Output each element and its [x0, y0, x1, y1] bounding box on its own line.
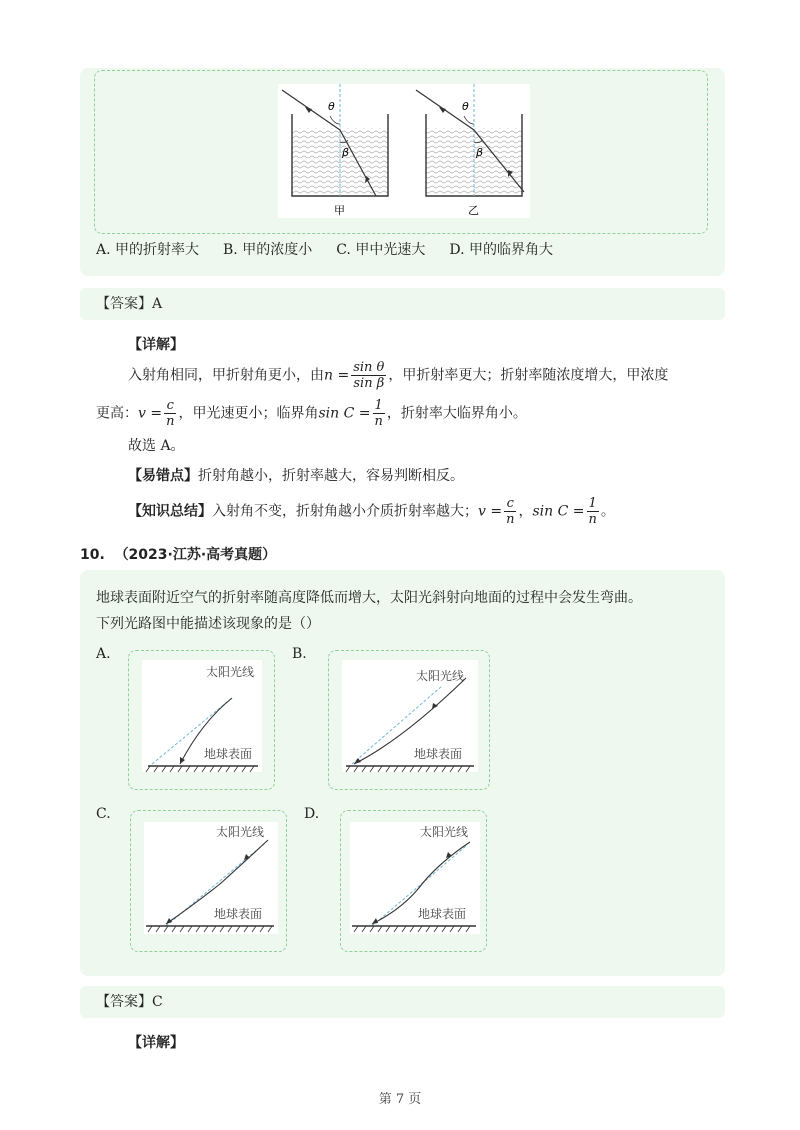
answer-10-box: [80, 986, 725, 1018]
option-a-label: A.: [96, 646, 111, 662]
choice-b: B. 甲的浓度小: [223, 242, 313, 258]
summary-formula-v: v =: [478, 503, 503, 520]
summary-end: 。: [600, 503, 615, 520]
detail-9-line2-text-a: 更高：: [96, 405, 138, 422]
option-a-figure: [142, 660, 262, 772]
option-c-figure: [144, 822, 278, 934]
question-10-stem-line1: 地球表面附近空气的折射率随高度降低而增大，太阳光斜射向地面的过程中会发生弯曲。: [96, 590, 642, 606]
option-a-ground-label: 地球表面: [204, 747, 253, 761]
beta-symbol-jia: β: [342, 146, 350, 159]
option-c-label: C.: [96, 806, 111, 822]
question-9-choices: [96, 240, 577, 260]
option-d-ground-label: 地球表面: [418, 907, 467, 921]
detail-9-label: 【详解】: [128, 337, 184, 353]
choice-c: C. 甲中光速大: [336, 242, 426, 258]
option-b-svg: [342, 660, 478, 772]
fraction-1: 1: [373, 398, 385, 414]
refraction-figure-svg: [278, 84, 530, 218]
question-10-heading: [80, 545, 276, 565]
detail-9-line1: [128, 360, 668, 391]
question-number: 10.: [80, 547, 105, 563]
beta-symbol-yi: β: [476, 146, 484, 159]
summary-fraction-n-2: n: [588, 512, 597, 527]
summary-separator: ，: [518, 503, 533, 520]
choice-d: D. 甲的临界角大: [449, 242, 553, 258]
answer-10-label: 【答案】C: [96, 994, 163, 1010]
option-d-label: D.: [304, 806, 320, 822]
theta-symbol-jia: θ: [328, 100, 335, 113]
refraction-figure: [278, 84, 530, 218]
label-jia: 甲: [334, 204, 345, 217]
fraction-c-over-n: [164, 398, 176, 429]
summary-fraction-1: 1: [587, 496, 599, 512]
error-point-text: 折射角越小，折射率越大，容易判断相反。: [198, 468, 464, 484]
detail-9-line2-text-b: ，甲光速更小；临界角: [178, 405, 319, 422]
option-a-sun-label: 太阳光线: [206, 665, 255, 679]
option-d-sun-label: 太阳光线: [420, 825, 469, 839]
fraction-sin-ratio: [351, 360, 386, 391]
answer-9-label: 【答案】A: [96, 296, 163, 312]
summary-fraction-c: c: [504, 496, 516, 512]
theta-symbol-yi: θ: [462, 100, 469, 113]
option-c-svg: [144, 822, 278, 934]
detail-9-conclusion: 故选 A。: [128, 438, 185, 454]
knowledge-summary-9: [128, 496, 615, 527]
formula-sinc: sin C =: [318, 405, 371, 422]
question-10-stem-line2: 下列光路图中能描述该现象的是（）: [96, 616, 320, 632]
option-b-figure: [342, 660, 478, 772]
summary-fraction-n: n: [506, 512, 515, 527]
option-b-ground-label: 地球表面: [414, 747, 463, 761]
answer-9-box: [80, 288, 725, 320]
fraction-1-over-n: [373, 398, 385, 429]
option-b-sun-label: 太阳光线: [416, 669, 465, 683]
beaker-jia: [282, 84, 388, 217]
choice-a: A. 甲的折射率大: [96, 242, 200, 258]
fraction-num: sin θ: [353, 360, 385, 375]
error-point-9: [128, 466, 464, 486]
option-c-sun-label: 太阳光线: [216, 825, 265, 839]
beaker-yi: [416, 84, 524, 217]
summary-fraction-1-over-n: [587, 496, 599, 527]
detail-9-line2: [96, 398, 527, 429]
option-c-ground-label: 地球表面: [214, 907, 263, 921]
option-b-label: B.: [292, 646, 307, 662]
fraction-den: sin β: [353, 376, 385, 391]
summary-label: 【知识总结】: [128, 503, 212, 520]
fraction-c: c: [164, 398, 176, 414]
detail-10-label: 【详解】: [128, 1035, 184, 1051]
detail-9-line2-text-c: ，折射率大临界角小。: [386, 405, 527, 422]
summary-fraction-c-over-n: [504, 496, 516, 527]
question-source: （2023·江苏·高考真题）: [114, 547, 277, 563]
formula-v: v =: [138, 405, 163, 422]
fraction-n-2: n: [374, 414, 383, 429]
error-point-label: 【易错点】: [128, 468, 198, 484]
detail-9-line1-text-a: 入射角相同，甲折射角更小，由: [128, 367, 324, 384]
detail-9-line1-text-b: ，甲折射率更大；折射率随浓度增大，甲浓度: [388, 367, 669, 384]
summary-text: 入射角不变，折射角越小介质折射率越大；: [212, 503, 478, 520]
page-number: 第 7 页: [378, 1092, 422, 1107]
option-d-svg: [350, 822, 480, 934]
summary-formula-sinc: sin C =: [532, 503, 585, 520]
option-d-figure: [350, 822, 480, 934]
option-a-svg: [142, 660, 262, 772]
formula-n: n =: [324, 367, 350, 384]
label-yi: 乙: [468, 204, 479, 217]
fraction-n: n: [166, 414, 175, 429]
